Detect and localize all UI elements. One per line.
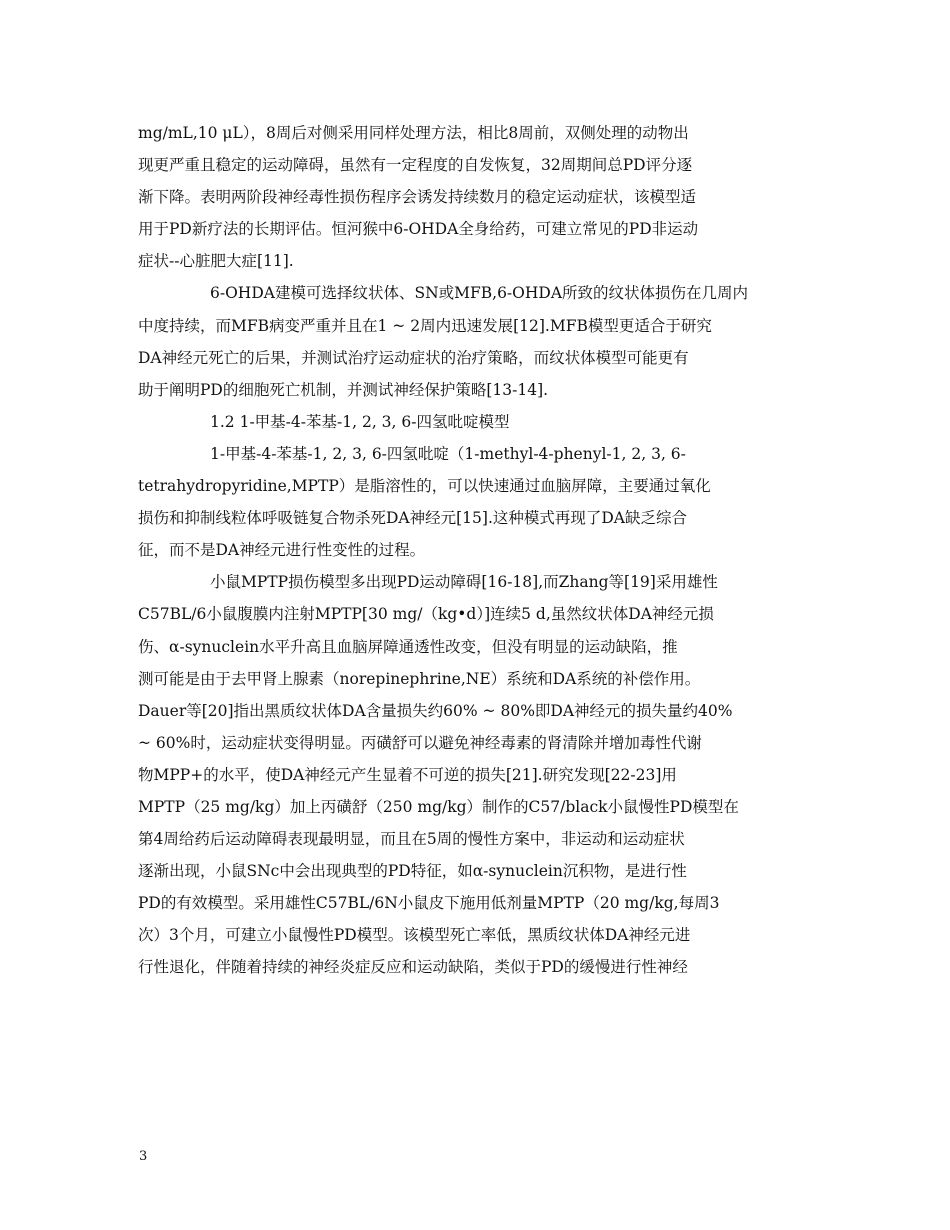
paragraph-first-line: 6-OHDA建模可选择纹状体、SN或MFB,6-OHDA所致的纹状体损伤在几周内 [210,284,749,303]
text-line: 行性退化，伴随着持续的神经炎症反应和运动缺陷，类似于PD的缓慢进行性神经 [138,958,688,977]
page-number: 3 [139,1149,148,1164]
text-line: 损伤和抑制线粒体呼吸链复合物杀死DA神经元[15].这种模式再现了DA缺乏综合 [138,509,687,528]
text-line: tetrahydropyridine,MPTP）是脂溶性的，可以快速通过血脑屏障，主要通过氧化 [138,477,711,496]
paragraph-first-line: 1-甲基-4-苯基-1, 2, 3, 6-四氢吡啶（1-methyl-4-phenyl-1, 2, 3, 6- [210,444,686,463]
text-line: 逐渐出现，小鼠SNc中会出现典型的PD特征，如α-synuclein沉积物，是进行性 [138,862,687,881]
text-line: 伤、α-synuclein水平升高且血脑屏障通透性改变，但没有明显的运动缺陷，推 [138,637,678,656]
text-line: 物MPP+的水平，使DA神经元产生显着不可逆的损失[21].研究发现[22-23]用 [138,765,677,784]
text-line: C57BL/6小鼠腹膜内注射MPTP[30 mg/（kg•d）]连续5 d,虽然纹状体DA神经元损 [138,605,714,624]
text-line: 症状--心脏肥大症[11]. [138,252,294,271]
text-line: Dauer等[20]指出黑质纹状体DA含量损失约60% ~ 80%即DA神经元的损失量约40% [138,701,733,720]
body-text [138,117,818,984]
text-line: ~ 60%时，运动症状变得明显。丙磺舒可以避免神经毒素的肾清除并增加毒性代谢 [138,733,702,752]
text-line: MPTP（25 mg/kg）加上丙磺舒（250 mg/kg）制作的C57/black小鼠慢性PD模型在 [138,797,739,816]
text-line: 次）3个月，可建立小鼠慢性PD模型。该模型死亡率低，黑质纹状体DA神经元进 [138,926,691,945]
text-line: PD的有效模型。采用雄性C57BL/6N小鼠皮下施用低剂量MPTP（20 mg/kg,每周3 [138,894,720,913]
text-line: 现更严重且稳定的运动障碍，虽然有一定程度的自发恢复，32周期间总PD评分逐 [138,156,693,175]
text-line: mg/mL,10 μL），8周后对侧采用同样处理方法，相比8周前，双侧处理的动物出 [138,124,689,142]
text-line: 用于PD新疗法的长期评估。恒河猴中6-OHDA全身给药，可建立常见的PD非运动 [138,220,699,239]
text-line: 渐下降。表明两阶段神经毒性损伤程序会诱发持续数月的稳定运动症状，该模型适 [138,188,697,207]
text-line: 中度持续，而MFB病变严重并且在1 ~ 2周内迅速发展[12].MFB模型更适合于研究 [138,316,712,335]
paragraph-first-line: 小鼠MPTP损伤模型多出现PD运动障碍[16-18],而Zhang等[19]采用雄性 [210,573,718,592]
text-line: DA神经元死亡的后果，并测试治疗运动症状的治疗策略，而纹状体模型可能更有 [138,348,689,367]
text-line: 助于阐明PD的细胞死亡机制，并测试神经保护策略[13-14]. [138,380,549,399]
text-line: 测可能是由于去甲肾上腺素（norepinephrine,NE）系统和DA系统的补偿作用。 [138,669,701,688]
text-line: 征，而不是DA神经元进行性变性的过程。 [138,541,426,560]
text-line: 第4周给药后运动障碍表现最明显，而且在5周的慢性方案中，非运动和运动症状 [138,830,685,849]
section-heading: 1.2 1-甲基-4-苯基-1, 2, 3, 6-四氢吡啶模型 [210,412,510,431]
